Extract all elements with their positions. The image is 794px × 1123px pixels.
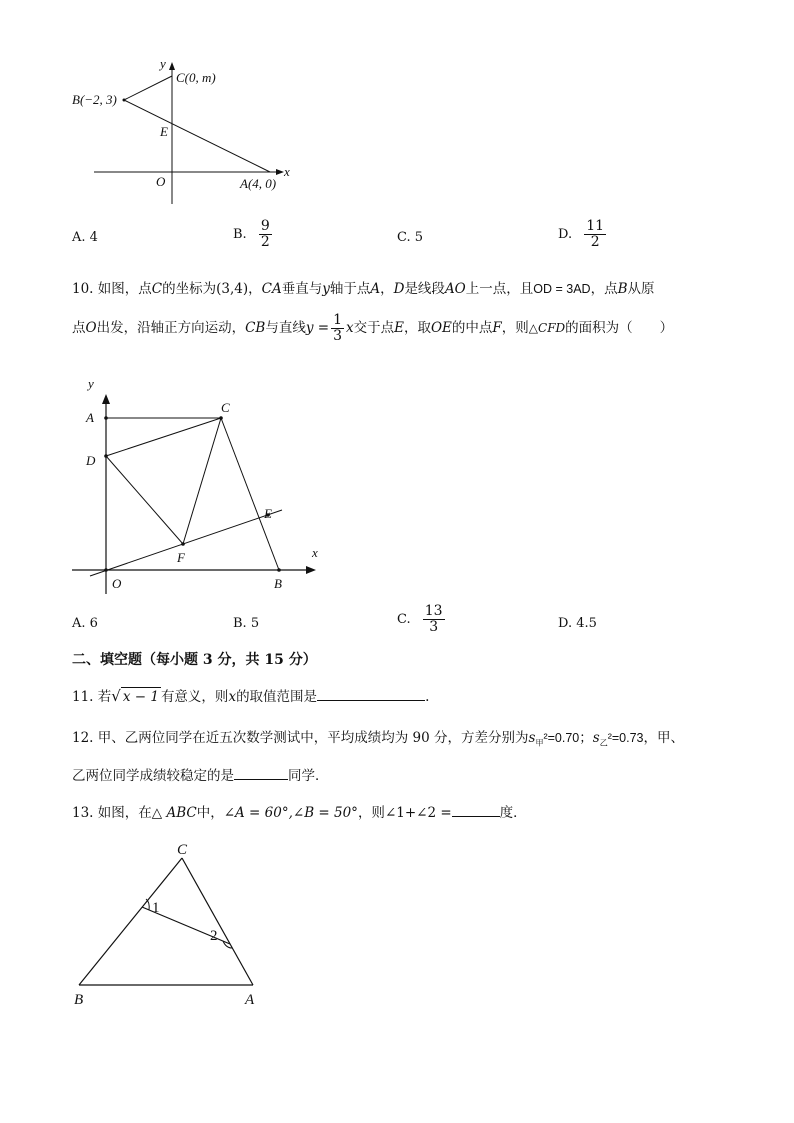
fig2-point-o: [104, 568, 108, 572]
fig2-point-d: [104, 454, 108, 458]
fig2-line-oe: [90, 510, 282, 576]
fig3-label-c: C: [177, 842, 188, 858]
q9-option-d-numerator: 11: [586, 218, 605, 234]
q10-text: 点: [72, 320, 86, 336]
q10-coord: (3,4): [216, 281, 249, 297]
q12-s1-sub: 甲: [535, 738, 544, 748]
q9-option-b-prefix: B.: [233, 227, 247, 242]
q9-option-b-fraction: [259, 219, 272, 250]
fig2-y-arrow: [102, 394, 110, 404]
fig3-label-b: B: [74, 992, 84, 1008]
q12-text: 同学．: [288, 768, 329, 784]
q10-equation-lhs: y =: [305, 320, 330, 336]
fig3-label-a: A: [245, 992, 255, 1008]
q10-text: 轴于点: [329, 281, 371, 297]
q12-s1-val: ²=0.70: [543, 731, 580, 745]
fig2-label-x: x: [312, 545, 318, 560]
q9-option-d-prefix: D.: [558, 227, 573, 242]
q13-line: [72, 802, 527, 822]
q10-text: 的中点: [451, 320, 493, 336]
q12-text: ；: [579, 730, 593, 746]
q11-line: [72, 686, 429, 706]
q10-var-ca: CA: [261, 281, 282, 297]
q10-line-2: [72, 313, 673, 344]
fig1-label-e: E: [160, 124, 168, 139]
q10-text: 交于点: [353, 320, 395, 336]
q12-text: 乙两位同学成绩较稳定的是: [72, 768, 234, 784]
fig1-x-arrow: [276, 169, 284, 175]
q11-text: 有意义，则: [160, 689, 229, 705]
fig1-y-arrow: [169, 62, 175, 70]
q9-option-d-fraction: [584, 219, 606, 250]
q10-text: 垂直与: [281, 281, 323, 297]
figure-3-triangle-diagram: [60, 836, 280, 1016]
q10-text: 的坐标为: [162, 281, 217, 297]
q10-var-cb: CB: [245, 320, 266, 336]
q10-text: ，点: [590, 281, 618, 297]
q11-var-x: x: [228, 689, 237, 705]
q10-text: 10. 如图，点: [72, 281, 152, 297]
q10-var-d: D: [393, 281, 405, 297]
q10-var-y: y: [322, 281, 330, 297]
q13-angles: ∠A = 60°,∠B = 50°: [223, 805, 358, 821]
fig2-label-c: C: [221, 400, 230, 415]
q12-s1: s: [528, 730, 536, 746]
q10-text: 从原: [627, 281, 655, 297]
q10-equation-x: x: [345, 320, 354, 336]
q10-option-c-fraction: [423, 604, 445, 635]
q12-line-1: [72, 729, 684, 753]
fig1-segment-ba: [124, 100, 270, 172]
q10-equation-numerator: 1: [333, 312, 342, 328]
fig3-side-ca: [182, 858, 253, 985]
q12-answer-blank[interactable]: [234, 765, 288, 780]
fig2-label-o: O: [112, 576, 122, 591]
fig2-segment-fc: [183, 418, 221, 544]
fig2-label-y: y: [88, 376, 94, 391]
q10-condition: OD = 3AD: [533, 282, 591, 296]
q10-text: ，: [380, 281, 394, 297]
q9-option-d-denominator: 2: [590, 234, 600, 250]
q12-line-2: [72, 765, 329, 785]
q11-text: .: [425, 689, 430, 705]
q13-triangle: △ ABC: [151, 805, 197, 821]
q10-text: 是线段: [404, 281, 445, 297]
fig1-label-o: O: [156, 174, 166, 189]
fig1-label-b: B(−2, 3): [72, 92, 117, 107]
fig2-segment-cb: [221, 418, 279, 570]
q12-s2: s: [592, 730, 600, 746]
q10-var-oe: OE: [430, 320, 452, 336]
fig2-point-f: [181, 542, 185, 546]
fig2-label-e: E: [264, 506, 272, 521]
q10-triangle: △CFD: [528, 321, 566, 335]
q10-option-c-numerator: 13: [424, 603, 443, 619]
fig2-point-c: [219, 416, 223, 420]
fig2-x-arrow: [306, 566, 316, 574]
q10-option-b[interactable]: B. 5: [233, 616, 260, 631]
q10-var-o: O: [85, 320, 97, 336]
q12-s2-sub: 乙: [599, 738, 608, 748]
fig2-label-f: F: [177, 550, 185, 565]
q10-line-1: [72, 280, 655, 298]
q10-var-b: B: [617, 281, 628, 297]
fig1-segment-bc: [124, 76, 172, 100]
q12-text: 12. 甲、乙两位同学在近五次数学测试中，平均成绩均为 90 分，方差分别为: [72, 730, 529, 746]
q11-radicand: x − 1: [122, 689, 159, 705]
q10-option-c[interactable]: [397, 604, 445, 635]
fig2-segment-dc: [106, 418, 221, 456]
q10-equation-fraction: [331, 313, 344, 344]
q12-s2-val: ²=0.73: [607, 731, 644, 745]
q10-var-f: F: [492, 320, 502, 336]
q10-text: 与直线: [265, 320, 306, 336]
fig1-point-b: [123, 99, 126, 102]
fig2-point-b: [277, 568, 281, 572]
fig2-point-a: [104, 416, 108, 420]
fig3-side-bc: [79, 858, 182, 985]
q13-text: ，则: [357, 805, 385, 821]
q10-var-a: A: [370, 281, 381, 297]
q10-option-d[interactable]: D. 4.5: [558, 616, 597, 631]
fig2-label-b: B: [274, 576, 282, 591]
q13-text: 13. 如图，在: [72, 805, 152, 821]
q10-option-c-denominator: 3: [429, 619, 439, 635]
q9-option-c[interactable]: C. 5: [397, 230, 424, 245]
q12-text: ，甲、: [643, 730, 684, 746]
q11-sqrt: √: [111, 687, 121, 705]
q10-option-a[interactable]: A. 6: [72, 616, 98, 631]
q10-option-c-prefix: C.: [397, 612, 411, 627]
q10-var-c: C: [151, 281, 163, 297]
section-2-heading: 二、填空题（每小题 3 分，共 15 分）: [72, 652, 317, 668]
q11-answer-blank[interactable]: [317, 686, 425, 701]
fig3-label-1: 1: [152, 900, 160, 916]
fig1-label-c: C(0, m): [176, 70, 216, 85]
q11-text: 11. 若: [72, 689, 112, 705]
q10-var-ao: AO: [444, 281, 466, 297]
q10-text: ，取: [403, 320, 431, 336]
q10-text: ，: [248, 281, 262, 297]
q10-text: 出发，沿轴正方向运动，: [96, 320, 246, 336]
fig2-label-a: A: [86, 410, 94, 425]
q9-option-b[interactable]: [233, 219, 272, 250]
q10-text: 上一点，且: [465, 281, 534, 297]
q13-text: 中，: [196, 805, 224, 821]
q13-text: 度．: [499, 805, 527, 821]
q10-text: 的面积为（ ）: [565, 320, 674, 336]
q13-answer-blank[interactable]: [452, 802, 500, 817]
q10-var-e: E: [394, 320, 404, 336]
figure-2-coordinate-diagram: [60, 372, 340, 600]
q9-option-d[interactable]: [558, 219, 606, 250]
q9-option-a[interactable]: A. 4: [72, 230, 98, 245]
fig2-segment-df: [106, 456, 183, 544]
fig3-label-2: 2: [210, 928, 218, 944]
q9-option-b-denominator: 2: [260, 234, 270, 250]
figure-1-coordinate-diagram: [60, 52, 310, 212]
q10-text: ，则: [501, 320, 529, 336]
q13-expression: ∠1+∠2 =: [384, 805, 452, 821]
q9-option-b-numerator: 9: [260, 218, 270, 234]
fig2-label-d: D: [86, 453, 96, 468]
q11-text: 的取值范围是: [236, 689, 318, 705]
fig1-label-a: A(4, 0): [240, 176, 277, 191]
q10-equation-denominator: 3: [333, 328, 342, 344]
fig1-label-x: x: [284, 164, 290, 179]
fig1-label-y: y: [160, 56, 166, 71]
